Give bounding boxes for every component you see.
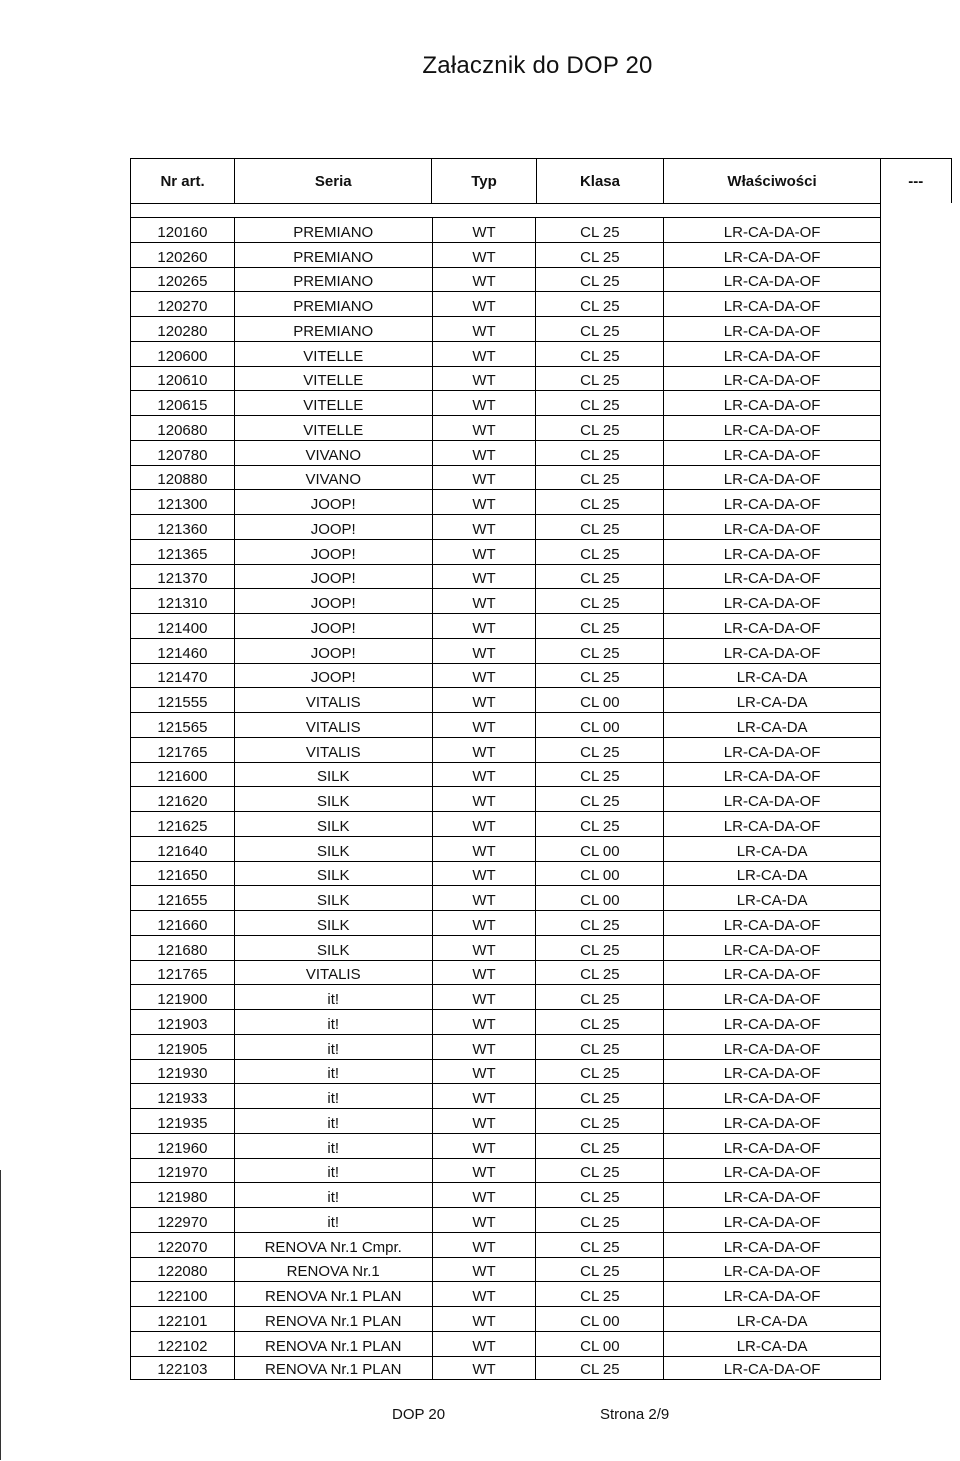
- table-row: [130, 1158, 881, 1183]
- table-row: [130, 663, 881, 688]
- table-row: [130, 341, 881, 366]
- cell-wlasciwosci: LR-CA-DA-OF: [664, 1010, 881, 1034]
- cell-typ: WT: [433, 1183, 537, 1207]
- cell-klasa: CL 25: [536, 466, 664, 490]
- cell-wlasciwosci: LR-CA-DA-OF: [664, 1159, 881, 1183]
- cell-nr-art: 121903: [131, 1010, 235, 1034]
- cell-seria: JOOP!: [235, 639, 433, 663]
- cell-klasa: CL 25: [536, 1084, 664, 1108]
- cell-seria: JOOP!: [235, 589, 433, 613]
- cell-wlasciwosci: LR-CA-DA-OF: [664, 1183, 881, 1207]
- cell-wlasciwosci: LR-CA-DA-OF: [664, 961, 881, 985]
- cell-klasa: CL 25: [536, 961, 664, 985]
- cell-seria: SILK: [235, 787, 433, 811]
- cell-typ: WT: [433, 1307, 537, 1331]
- cell-typ: WT: [433, 268, 537, 292]
- cell-typ: WT: [433, 1282, 537, 1306]
- cell-wlasciwosci: LR-CA-DA: [664, 1307, 881, 1331]
- cell-seria: it!: [235, 1084, 433, 1108]
- table-row: [130, 366, 881, 391]
- cell-klasa: CL 25: [536, 787, 664, 811]
- cell-typ: WT: [433, 342, 537, 366]
- cell-typ: WT: [433, 886, 537, 910]
- cell-typ: WT: [433, 565, 537, 589]
- scan-edge-line: [0, 1170, 1, 1460]
- cell-wlasciwosci: LR-CA-DA: [664, 688, 881, 712]
- cell-seria: RENOVA Nr.1 PLAN: [235, 1357, 433, 1380]
- cell-seria: PREMIANO: [235, 268, 433, 292]
- cell-wlasciwosci: LR-CA-DA-OF: [664, 1208, 881, 1232]
- cell-seria: RENOVA Nr.1 PLAN: [235, 1307, 433, 1331]
- cell-typ: WT: [433, 862, 537, 886]
- table-row: [130, 1257, 881, 1282]
- cell-klasa: CL 25: [536, 911, 664, 935]
- cell-nr-art: 121900: [131, 985, 235, 1009]
- cell-seria: PREMIANO: [235, 218, 433, 242]
- cell-klasa: CL 25: [536, 763, 664, 787]
- cell-klasa: CL 25: [536, 1159, 664, 1183]
- table-row: [130, 960, 881, 985]
- cell-wlasciwosci: LR-CA-DA-OF: [664, 1258, 881, 1282]
- table-row: [130, 811, 881, 836]
- cell-nr-art: 121960: [131, 1134, 235, 1158]
- table-row: [130, 242, 881, 267]
- cell-seria: JOOP!: [235, 664, 433, 688]
- table-row: [130, 217, 881, 242]
- table-row: [130, 1059, 881, 1084]
- cell-seria: SILK: [235, 837, 433, 861]
- cell-wlasciwosci: LR-CA-DA-OF: [664, 763, 881, 787]
- table-row: [130, 984, 881, 1009]
- cell-nr-art: 122102: [131, 1332, 235, 1356]
- cell-nr-art: 121935: [131, 1109, 235, 1133]
- cell-klasa: CL 25: [536, 342, 664, 366]
- cell-seria: SILK: [235, 886, 433, 910]
- cell-klasa: CL 25: [536, 664, 664, 688]
- cell-typ: WT: [433, 837, 537, 861]
- cell-typ: WT: [433, 738, 537, 762]
- cell-seria: it!: [235, 1208, 433, 1232]
- cell-nr-art: 121905: [131, 1035, 235, 1059]
- cell-typ: WT: [433, 1332, 537, 1356]
- cell-wlasciwosci: LR-CA-DA-OF: [664, 1060, 881, 1084]
- cell-klasa: CL 25: [536, 1134, 664, 1158]
- cell-klasa: CL 25: [536, 1258, 664, 1282]
- cell-wlasciwosci: LR-CA-DA-OF: [664, 441, 881, 465]
- table-row: [130, 762, 881, 787]
- cell-klasa: CL 25: [536, 515, 664, 539]
- cell-typ: WT: [433, 218, 537, 242]
- cell-typ: WT: [433, 639, 537, 663]
- cell-wlasciwosci: LR-CA-DA-OF: [664, 342, 881, 366]
- cell-nr-art: 121400: [131, 614, 235, 638]
- cell-klasa: CL 25: [536, 218, 664, 242]
- table-row: [130, 687, 881, 712]
- cell-wlasciwosci: LR-CA-DA-OF: [664, 1084, 881, 1108]
- cell-seria: it!: [235, 985, 433, 1009]
- table-row: [130, 935, 881, 960]
- cell-nr-art: 122101: [131, 1307, 235, 1331]
- cell-wlasciwosci: LR-CA-DA-OF: [664, 317, 881, 341]
- cell-seria: VIVANO: [235, 441, 433, 465]
- cell-wlasciwosci: LR-CA-DA-OF: [664, 812, 881, 836]
- cell-nr-art: 122100: [131, 1282, 235, 1306]
- cell-seria: VITALIS: [235, 688, 433, 712]
- cell-klasa: CL 00: [536, 862, 664, 886]
- table-row: [130, 390, 881, 415]
- table-row: [130, 1083, 881, 1108]
- cell-seria: it!: [235, 1010, 433, 1034]
- cell-wlasciwosci: LR-CA-DA: [664, 1332, 881, 1356]
- cell-nr-art: 120265: [131, 268, 235, 292]
- table-row: [130, 267, 881, 292]
- table-header: [130, 158, 952, 203]
- cell-nr-art: 122080: [131, 1258, 235, 1282]
- page-title: Załacznik do DOP 20: [422, 52, 653, 79]
- cell-typ: WT: [433, 1357, 537, 1380]
- cell-nr-art: 121565: [131, 713, 235, 737]
- cell-typ: WT: [433, 589, 537, 613]
- header-typ: Typ: [432, 159, 536, 203]
- cell-nr-art: 120880: [131, 466, 235, 490]
- cell-typ: WT: [433, 664, 537, 688]
- cell-seria: it!: [235, 1134, 433, 1158]
- cell-typ: WT: [433, 391, 537, 415]
- cell-klasa: CL 25: [536, 1357, 664, 1380]
- cell-klasa: CL 25: [536, 614, 664, 638]
- table-row: [130, 440, 881, 465]
- cell-seria: it!: [235, 1109, 433, 1133]
- table-row: [130, 1133, 881, 1158]
- cell-nr-art: 121370: [131, 565, 235, 589]
- cell-typ: WT: [433, 441, 537, 465]
- cell-wlasciwosci: LR-CA-DA: [664, 886, 881, 910]
- cell-klasa: CL 25: [536, 1060, 664, 1084]
- table-row: [130, 539, 881, 564]
- cell-typ: WT: [433, 1134, 537, 1158]
- cell-typ: WT: [433, 614, 537, 638]
- cell-seria: SILK: [235, 812, 433, 836]
- cell-nr-art: 120680: [131, 416, 235, 440]
- cell-wlasciwosci: LR-CA-DA-OF: [664, 416, 881, 440]
- table-row: [130, 1034, 881, 1059]
- cell-seria: it!: [235, 1060, 433, 1084]
- cell-nr-art: 121933: [131, 1084, 235, 1108]
- cell-typ: WT: [433, 1159, 537, 1183]
- table-row: [130, 712, 881, 737]
- header-wlasciwosci: Właściwości: [664, 159, 880, 203]
- table-row: [130, 786, 881, 811]
- cell-wlasciwosci: LR-CA-DA-OF: [664, 540, 881, 564]
- cell-klasa: CL 25: [536, 1233, 664, 1257]
- cell-seria: JOOP!: [235, 515, 433, 539]
- cell-nr-art: 121765: [131, 738, 235, 762]
- cell-nr-art: 121765: [131, 961, 235, 985]
- table-row: [130, 1232, 881, 1257]
- cell-nr-art: 121470: [131, 664, 235, 688]
- cell-seria: SILK: [235, 862, 433, 886]
- cell-typ: WT: [433, 292, 537, 316]
- table-row: [130, 1009, 881, 1034]
- cell-klasa: CL 00: [536, 688, 664, 712]
- cell-klasa: CL 25: [536, 292, 664, 316]
- cell-klasa: CL 25: [536, 1282, 664, 1306]
- cell-klasa: CL 25: [536, 936, 664, 960]
- cell-nr-art: 120270: [131, 292, 235, 316]
- cell-seria: it!: [235, 1035, 433, 1059]
- cell-typ: WT: [433, 812, 537, 836]
- cell-nr-art: 121620: [131, 787, 235, 811]
- cell-seria: VITALIS: [235, 738, 433, 762]
- cell-nr-art: 121460: [131, 639, 235, 663]
- table-row: [130, 1182, 881, 1207]
- cell-klasa: CL 25: [536, 490, 664, 514]
- cell-klasa: CL 00: [536, 837, 664, 861]
- cell-seria: VITELLE: [235, 416, 433, 440]
- table-row: [130, 291, 881, 316]
- cell-wlasciwosci: LR-CA-DA-OF: [664, 936, 881, 960]
- cell-wlasciwosci: LR-CA-DA-OF: [664, 466, 881, 490]
- cell-nr-art: 122103: [131, 1357, 235, 1380]
- cell-seria: PREMIANO: [235, 292, 433, 316]
- cell-klasa: CL 00: [536, 886, 664, 910]
- table-row: [130, 514, 881, 539]
- cell-klasa: CL 25: [536, 589, 664, 613]
- cell-nr-art: 121980: [131, 1183, 235, 1207]
- cell-seria: VITELLE: [235, 391, 433, 415]
- cell-nr-art: 121300: [131, 490, 235, 514]
- cell-nr-art: 122970: [131, 1208, 235, 1232]
- table-row: [130, 489, 881, 514]
- cell-typ: WT: [433, 1010, 537, 1034]
- footer-doc-id: DOP 20: [392, 1406, 446, 1423]
- cell-typ: WT: [433, 688, 537, 712]
- cell-klasa: CL 25: [536, 391, 664, 415]
- cell-wlasciwosci: LR-CA-DA-OF: [664, 490, 881, 514]
- cell-seria: SILK: [235, 763, 433, 787]
- header-klasa: Klasa: [537, 159, 665, 203]
- cell-wlasciwosci: LR-CA-DA-OF: [664, 391, 881, 415]
- cell-nr-art: 120610: [131, 367, 235, 391]
- table-row: [130, 613, 881, 638]
- cell-klasa: CL 25: [536, 1109, 664, 1133]
- cell-seria: RENOVA Nr.1 PLAN: [235, 1282, 433, 1306]
- cell-klasa: CL 25: [536, 1010, 664, 1034]
- cell-nr-art: 120780: [131, 441, 235, 465]
- cell-typ: WT: [433, 367, 537, 391]
- cell-nr-art: 121365: [131, 540, 235, 564]
- cell-typ: WT: [433, 416, 537, 440]
- cell-wlasciwosci: LR-CA-DA-OF: [664, 614, 881, 638]
- cell-wlasciwosci: LR-CA-DA-OF: [664, 1134, 881, 1158]
- cell-klasa: CL 00: [536, 713, 664, 737]
- footer-page-number: Strona 2/9: [600, 1406, 670, 1423]
- cell-klasa: CL 25: [536, 243, 664, 267]
- cell-seria: VIVANO: [235, 466, 433, 490]
- cell-klasa: CL 25: [536, 639, 664, 663]
- cell-nr-art: 121680: [131, 936, 235, 960]
- table-row: [130, 465, 881, 490]
- cell-seria: VITALIS: [235, 961, 433, 985]
- cell-wlasciwosci: LR-CA-DA: [664, 713, 881, 737]
- cell-wlasciwosci: LR-CA-DA-OF: [664, 1282, 881, 1306]
- cell-seria: it!: [235, 1183, 433, 1207]
- cell-nr-art: 120600: [131, 342, 235, 366]
- header-nr-art: Nr art.: [131, 159, 235, 203]
- cell-klasa: CL 25: [536, 1208, 664, 1232]
- cell-nr-art: 121360: [131, 515, 235, 539]
- cell-klasa: CL 25: [536, 1035, 664, 1059]
- cell-klasa: CL 25: [536, 416, 664, 440]
- cell-wlasciwosci: LR-CA-DA-OF: [664, 218, 881, 242]
- cell-klasa: CL 25: [536, 268, 664, 292]
- cell-nr-art: 121655: [131, 886, 235, 910]
- header-seria: Seria: [235, 159, 432, 203]
- table-row: [130, 1306, 881, 1331]
- cell-seria: VITALIS: [235, 713, 433, 737]
- cell-typ: WT: [433, 540, 537, 564]
- table-row: [130, 564, 881, 589]
- cell-typ: WT: [433, 936, 537, 960]
- cell-typ: WT: [433, 1084, 537, 1108]
- cell-wlasciwosci: LR-CA-DA-OF: [664, 1357, 881, 1380]
- cell-typ: WT: [433, 1109, 537, 1133]
- cell-wlasciwosci: LR-CA-DA-OF: [664, 738, 881, 762]
- cell-nr-art: 120615: [131, 391, 235, 415]
- table-row: [130, 316, 881, 341]
- cell-wlasciwosci: LR-CA-DA-OF: [664, 1109, 881, 1133]
- cell-nr-art: 121625: [131, 812, 235, 836]
- cell-seria: JOOP!: [235, 540, 433, 564]
- cell-wlasciwosci: LR-CA-DA-OF: [664, 787, 881, 811]
- cell-typ: WT: [433, 466, 537, 490]
- cell-nr-art: 121640: [131, 837, 235, 861]
- cell-wlasciwosci: LR-CA-DA-OF: [664, 367, 881, 391]
- table-row: [130, 861, 881, 886]
- table-body: [130, 217, 952, 1380]
- table-row: [130, 588, 881, 613]
- cell-klasa: CL 25: [536, 812, 664, 836]
- cell-seria: RENOVA Nr.1 PLAN: [235, 1332, 433, 1356]
- cell-typ: WT: [433, 1258, 537, 1282]
- cell-klasa: CL 00: [536, 1332, 664, 1356]
- cell-wlasciwosci: LR-CA-DA-OF: [664, 985, 881, 1009]
- header-extra: ---: [908, 172, 924, 190]
- cell-klasa: CL 25: [536, 367, 664, 391]
- cell-nr-art: 122070: [131, 1233, 235, 1257]
- cell-typ: WT: [433, 1208, 537, 1232]
- cell-typ: WT: [433, 787, 537, 811]
- cell-typ: WT: [433, 243, 537, 267]
- cell-seria: RENOVA Nr.1: [235, 1258, 433, 1282]
- cell-nr-art: 121660: [131, 911, 235, 935]
- cell-nr-art: 121555: [131, 688, 235, 712]
- cell-nr-art: 121930: [131, 1060, 235, 1084]
- cell-nr-art: 121650: [131, 862, 235, 886]
- cell-nr-art: 120160: [131, 218, 235, 242]
- cell-typ: WT: [433, 961, 537, 985]
- cell-nr-art: 120260: [131, 243, 235, 267]
- table-row: [130, 885, 881, 910]
- cell-nr-art: 120280: [131, 317, 235, 341]
- cell-wlasciwosci: LR-CA-DA-OF: [664, 565, 881, 589]
- cell-klasa: CL 25: [536, 565, 664, 589]
- cell-klasa: CL 25: [536, 540, 664, 564]
- product-table: [130, 158, 952, 1380]
- cell-seria: JOOP!: [235, 565, 433, 589]
- cell-klasa: CL 25: [536, 317, 664, 341]
- cell-typ: WT: [433, 1233, 537, 1257]
- cell-seria: JOOP!: [235, 614, 433, 638]
- cell-typ: WT: [433, 1035, 537, 1059]
- table-row: [130, 836, 881, 861]
- cell-typ: WT: [433, 911, 537, 935]
- cell-nr-art: 121310: [131, 589, 235, 613]
- cell-wlasciwosci: LR-CA-DA-OF: [664, 1233, 881, 1257]
- cell-wlasciwosci: LR-CA-DA-OF: [664, 1035, 881, 1059]
- table-row: [130, 1331, 881, 1356]
- cell-typ: WT: [433, 515, 537, 539]
- cell-wlasciwosci: LR-CA-DA-OF: [664, 268, 881, 292]
- table-row: [130, 1356, 881, 1381]
- cell-seria: SILK: [235, 936, 433, 960]
- table-row: [130, 1108, 881, 1133]
- table-row: [130, 737, 881, 762]
- header-spacer: [130, 203, 881, 217]
- cell-seria: PREMIANO: [235, 243, 433, 267]
- cell-typ: WT: [433, 713, 537, 737]
- cell-klasa: CL 25: [536, 985, 664, 1009]
- cell-wlasciwosci: LR-CA-DA: [664, 862, 881, 886]
- cell-nr-art: 121970: [131, 1159, 235, 1183]
- table-row: [130, 638, 881, 663]
- cell-wlasciwosci: LR-CA-DA-OF: [664, 911, 881, 935]
- cell-wlasciwosci: LR-CA-DA: [664, 664, 881, 688]
- cell-typ: WT: [433, 985, 537, 1009]
- cell-klasa: CL 25: [536, 1183, 664, 1207]
- cell-seria: VITELLE: [235, 342, 433, 366]
- cell-wlasciwosci: LR-CA-DA-OF: [664, 243, 881, 267]
- cell-wlasciwosci: LR-CA-DA-OF: [664, 515, 881, 539]
- cell-klasa: CL 25: [536, 738, 664, 762]
- cell-typ: WT: [433, 763, 537, 787]
- cell-wlasciwosci: LR-CA-DA: [664, 837, 881, 861]
- table-row: [130, 910, 881, 935]
- cell-seria: it!: [235, 1159, 433, 1183]
- cell-nr-art: 121600: [131, 763, 235, 787]
- cell-wlasciwosci: LR-CA-DA-OF: [664, 292, 881, 316]
- cell-typ: WT: [433, 317, 537, 341]
- table-row: [130, 1207, 881, 1232]
- cell-seria: JOOP!: [235, 490, 433, 514]
- cell-typ: WT: [433, 490, 537, 514]
- cell-klasa: CL 25: [536, 441, 664, 465]
- cell-seria: RENOVA Nr.1 Cmpr.: [235, 1233, 433, 1257]
- cell-seria: PREMIANO: [235, 317, 433, 341]
- cell-typ: WT: [433, 1060, 537, 1084]
- cell-wlasciwosci: LR-CA-DA-OF: [664, 589, 881, 613]
- table-row: [130, 415, 881, 440]
- cell-seria: VITELLE: [235, 367, 433, 391]
- cell-wlasciwosci: LR-CA-DA-OF: [664, 639, 881, 663]
- cell-seria: SILK: [235, 911, 433, 935]
- table-row: [130, 1281, 881, 1306]
- cell-klasa: CL 00: [536, 1307, 664, 1331]
